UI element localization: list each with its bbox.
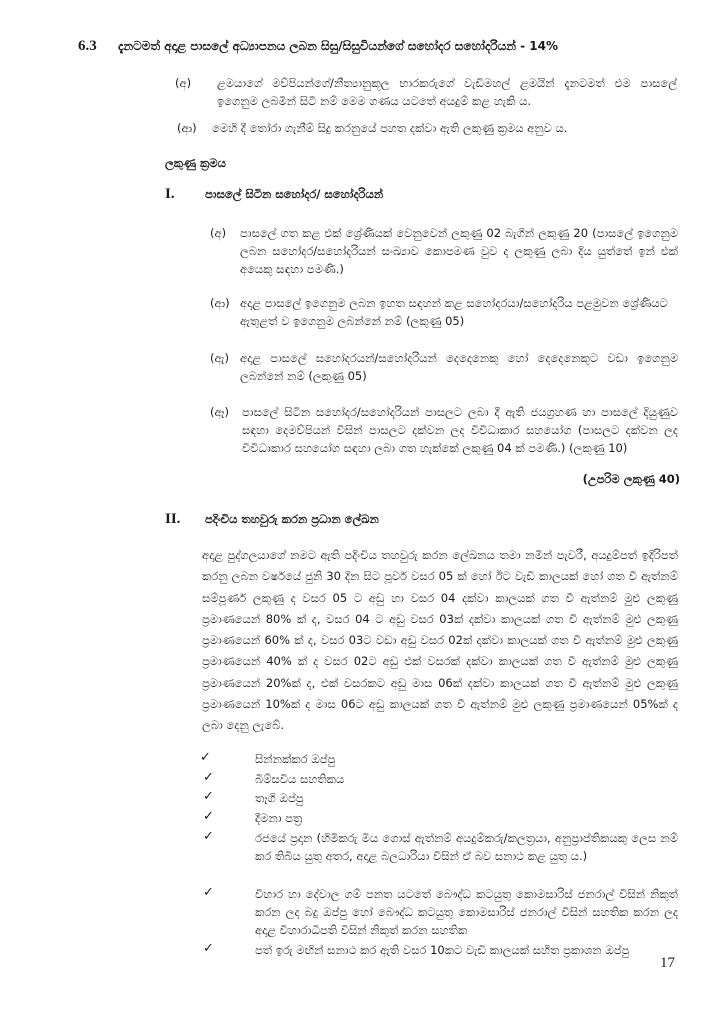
part2-title: පදිංචිය තහවුරු කරන ප්‍රධාන ලේඛන — [205, 512, 379, 526]
check-mark-icon: ✓ — [203, 809, 214, 824]
checklist-item-text: බිම්සවිය සහතිකය — [255, 772, 345, 786]
document-checklist — [200, 750, 680, 961]
check-mark-icon: ✓ — [203, 885, 214, 900]
part1-item-text: පාසලේ සිටින සහෝදර/සහෝදරියන් පාසලට ලබා දී ඇති ජයග්‍රහණ හා පාසලේ දියුණුව සඳහා දෙමව්පියන් විසින් පාසලට දක්වන ලද විවිධාකාර සහයෝග (පාසලට දක්වන ලද විවිධාකාර සහයෝග සඳහා ලබා ගත හැක්කේ ලකුණු 04 ක් පමණි.) (ලකුණු 10) — [242, 405, 678, 455]
intro-item-text: ළමයාගේ මව්පියන්ගේ/නීත්‍යානුකූල භාරකරුගේ වැඩිමහල් ළමයින් දැනටමත් එම පාසලේ ඉගෙනුම ලබමින් සිටී නම් මෙම ගණය යටතේ අයදුම් කළ හැකි ය. — [217, 76, 677, 108]
check-mark-icon: ✓ — [203, 770, 214, 785]
part1-max-marks: (උපරිම ලකුණු 40) — [582, 472, 680, 486]
checklist-item-text: සින්නක්කර ඔප්පු — [255, 752, 336, 766]
part1-item-text: අදාළ පාසලේ සහෝදරයන්/සහෝදරියන් දෙදෙනෙකු හෝ දෙදෙනෙකුට වඩා ඉගෙනුම ලබන්නේ නම් (ලකුණු 05) — [240, 351, 678, 383]
check-mark-icon: ✓ — [200, 750, 211, 765]
part2-numeral: II. — [165, 511, 181, 527]
checklist-item-text: දීමනා පත්‍ර — [255, 811, 303, 825]
checklist-item — [200, 941, 680, 961]
intro-item-label: (ආ) — [177, 121, 197, 135]
checklist-item-text: විහාර හා දේවාල ගම් පනත යටතේ බෞද්ධ කටයුතු කොමසාරිස් ජනරාල් විසින් නිකුත් කරන ලද බදු ඔප්පු හෝ බෞද්ධ කටයුතු කොමසාරිස් ජනරාල් විසින් සහතික කරන ලද අදාළ විහාරාධිපති විසින් නිකුත් කරන සහතික — [255, 887, 678, 937]
part1-numeral: I. — [165, 186, 175, 202]
intro-item-text: මෙහි දී තෝරා ගැනීම් සිදු කරනුයේ පහත දක්වා ඇති ලකුණු ක්‍රමය අනුව ය. — [212, 121, 568, 135]
checklist-item — [200, 750, 680, 770]
part2-paragraph: අදාළ පුද්ගලයාගේ නමට ඇති පදිංචිය තහවුරු කරන ලේඛනය තමා නමින් පැවරී, අයදුම්පත් ඉදිරිපත් කරනු ලබන වර්ෂයේ ජුනි 30 දින සිට පූර්ව වසර 05 ක් හෝ ඊට වැඩි කාලයක් හෝ ගත වී ඇත්නම් සම්පූර්ණ ලකුණු ද වසර 05 ට අඩු හා වසර 04 දක්වා කාලයක් ගත වී ඇත්නම් මුළු ලකුණු ප්‍රමාණයෙන් 80% ක් ද, වසර 04 ට අඩු වසර 03ක් දක්වා කාලයක් ගත වී ඇත්නම් මුළු ලකුණු ප්‍රමාණයෙන් 60% ක් ද, වසර 03ට වඩා අඩු වසර 02ක් දක්වා කාලයක් ගත වී ඇත්නම් මුළු ලකුණු ප්‍රමාණයෙන් 40% ක් ද වසර 02ට අඩු එක් වසරක් දක්වා කාලයක් ගත වී ඇත්නම් මුළු ලකුණු ප්‍රමාණයෙන් 20%ක් ද, එක් වසරකට අඩු මාස 06ක් දක්වා කාලයක් ගත වී ඇත්නම් මුළු ලකුණු ප්‍රමාණයෙන් 10%ක් ද මාස 06ට අඩු කාලයක් ගත වී ඇත්නම් මුළු ලකුණු ප්‍රමාණයෙන් 05%ක් ද ලබා දෙනු ලැබේ. — [202, 548, 678, 733]
checklist-item-text: රජයේ ප්‍රදාන (හිමිකරු මිය ගොස් ඇත්නම් අයදුම්කරු/කලත්‍රයා, අනුප්‍රාප්තිකයකු ලෙස නම් කර තිබිය යුතු අතර, අදාළ බලධාරියා විසින් ඒ බව සනාථ කළ යුතු ය.) — [255, 831, 678, 863]
checklist-item — [200, 770, 680, 789]
part1-item-text: අදාළ පාසලේ ඉගෙනුම ලබන ඉහත සඳහන් කළ සහෝදරයා/සහෝදරිය පළමුවන ශ්‍රේණියට ඇතුළත් ව ඉගෙනුම ලබන්නේ නම් (ලකුණු 05) — [240, 296, 668, 328]
checklist-item — [200, 829, 680, 885]
section-title: දැනටමත් අදාළ පාසලේ අධ්‍යාපනය ලබන සිසු/සිසුවියන්ගේ සහෝදර සහෝදරියන් - 14% — [118, 39, 559, 53]
section-number: 6.3 — [78, 38, 97, 54]
check-mark-icon: ✓ — [203, 941, 214, 956]
part1-item-label: (ඈ) — [210, 405, 229, 419]
checklist-item-text: පත් ඉරු මඟින් සනාථ කර ඇති වසර 10කට වැඩි කාලයක් සහිත ප්‍රකාශන ඔප්පු — [255, 943, 630, 957]
checklist-item — [200, 809, 680, 829]
part1-item-label: (ඇ) — [210, 351, 229, 365]
checklist-item — [200, 789, 680, 809]
part1-item-label: (අ) — [210, 226, 227, 240]
checklist-item-text: තෑගි ඔප්පු — [255, 791, 304, 805]
checklist-item — [200, 885, 680, 941]
page-number: 17 — [660, 955, 675, 971]
part1-title: පාසලේ සිටින සහෝදර/ සහෝදරියන් — [205, 187, 384, 201]
part1-item-text: පාසලේ ගත කළ එක් ශ්‍රේණියක් වෙනුවෙන් ලකුණු 02 බැගින් ලකුණු 20 (පාසලේ ඉගෙනුම ලබන සහෝදර/සහෝදරියන් සංඛ්‍යාව කොපමණ වුව ද ලකුණු ලබා දිය යුත්තේ ඉන් එක් අයෙකු සඳහා පමණි.) — [240, 226, 678, 276]
marking-scheme-title: ලකුණු ක්‍රමය — [165, 156, 226, 170]
intro-item-label: (අ) — [175, 76, 192, 90]
check-mark-icon: ✓ — [203, 789, 214, 804]
check-mark-icon: ✓ — [203, 829, 214, 844]
part1-item-label: (ආ) — [210, 296, 230, 310]
